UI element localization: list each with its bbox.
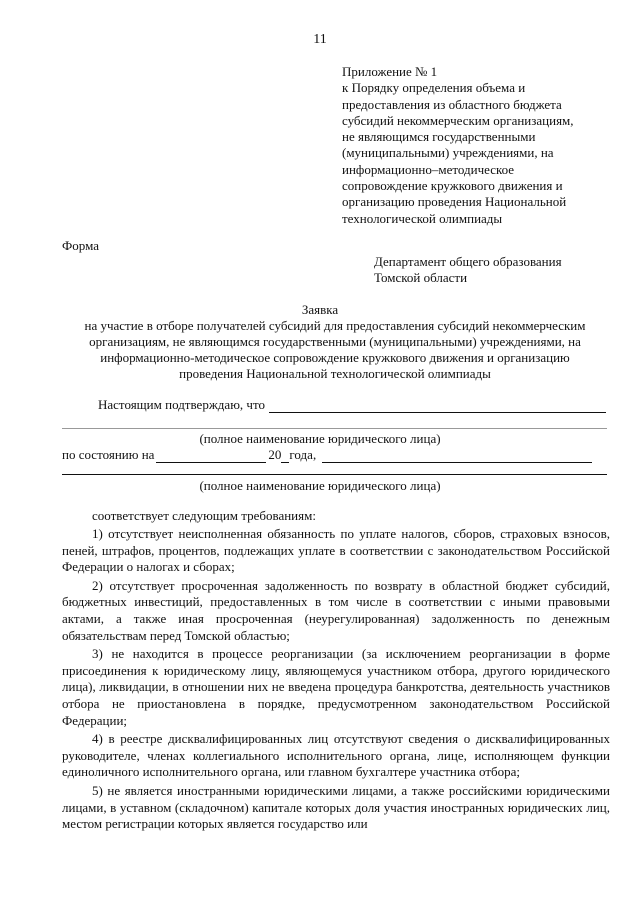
requirement-item: 1) отсутствует неисполненная обязанность по уплате налогов, сборов, страховых взносов, пеней, штрафов, процентов, подлежащих уплате в соответствии с законодательством Российской Федерации о налогах и сборах;: [62, 526, 610, 575]
requirement-item: 4) в реестре дисквалифицированных лиц отсутствуют сведения о дисквалифицированных руководителе, членах коллегиального исполнительного органа, лице, исполняющем функции единоличного исполнительного органа, или главном бухгалтере участника отбора;: [62, 731, 610, 780]
entity-name-field-3[interactable]: [62, 474, 607, 475]
confirm-text: Настоящим подтверждаю, что: [98, 397, 265, 412]
appendix-line: (муниципальными) учреждениями, на: [342, 145, 554, 161]
year-field[interactable]: [281, 450, 289, 463]
state-year: 20: [268, 447, 282, 462]
requirement-item: 2) отсутствует просроченная задолженность по возврату в областной бюджет субсидий, бюджетных инвестиций, предоставленных в том числе в соответствии с иными правовыми актами, а также иная просроченная (неурегулированная) задолженность по денежным обязательствам перед Томской областью;: [62, 577, 610, 643]
appendix-line: предоставления из областного бюджета: [342, 96, 562, 112]
application-title: Заявка: [301, 302, 339, 317]
appendix-line: организацию проведения Национальной: [342, 194, 567, 210]
entity-name-caption-2: (полное наименование юридического лица): [199, 478, 441, 493]
subject-line: организациям, не являющимся государственными (муниципальными) учреждениями, на: [89, 334, 581, 349]
subject-line: информационно-методическое сопровождение кружкового движения и организацию: [100, 350, 570, 365]
appendix-line: не являющимся государственными: [342, 129, 536, 145]
appendix-line: сопровождение кружкового движения и: [342, 178, 563, 194]
appendix-line: информационно–методическое: [342, 161, 515, 177]
requirements-lead: соответствует следующим требованиям:: [92, 508, 316, 523]
addressee-line: Департамент общего образования: [374, 254, 562, 269]
page-number: 11: [313, 32, 327, 47]
appendix-line: к Порядку определения объема и: [342, 80, 526, 96]
subject-line: на участие в отборе получателей субсидий для предоставления субсидий некоммерческим: [84, 318, 586, 333]
requirement-item: 3) не находится в процессе реорганизации (за исключением реорганизации в форме присоединения к юридическому лицу, являющемуся участником отбора, другого юридического лица), ликвидации, в отношении них не введена процедура банкротства, деятельность участников отбора не приостановлена в порядке, предусмотренном законодательством Российской Федерации;: [62, 646, 610, 728]
entity-name-field-2[interactable]: [322, 450, 592, 463]
state-prefix: по состоянию на: [62, 447, 155, 462]
form-label: Форма: [62, 238, 99, 253]
requirement-item: 5) не является иностранными юридическими лицами, а также российскими юридическими лицами, в уставном (складочном) капитале которых доля участия иностранных юридических лиц, местом регистрации которых является государство или: [62, 782, 610, 832]
appendix-line: технологической олимпиады: [342, 210, 503, 226]
addressee-line: Томской области: [374, 270, 468, 285]
entity-name-field[interactable]: [269, 400, 606, 413]
requirements-block: [62, 508, 610, 833]
addressee-block: [374, 254, 604, 286]
date-field[interactable]: [156, 450, 266, 463]
entity-name-continuation-rule[interactable]: [62, 428, 607, 429]
entity-name-caption: (полное наименование юридического лица): [199, 431, 441, 446]
subject-line: проведения Национальной технологической олимпиады: [179, 366, 491, 381]
state-suffix: года,: [289, 447, 317, 462]
application-subject: [62, 318, 608, 382]
confirm-line: [98, 397, 606, 413]
appendix-block: [342, 64, 602, 227]
state-date-line: [62, 447, 592, 463]
appendix-title: Приложение № 1: [342, 64, 438, 79]
appendix-line: субсидий некоммерческим организациям,: [342, 112, 574, 128]
